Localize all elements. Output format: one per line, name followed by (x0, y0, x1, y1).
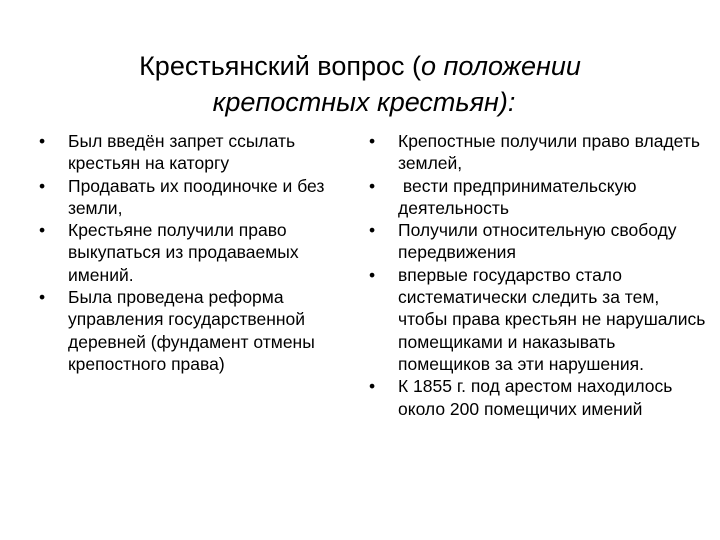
bullet-icon: • (39, 287, 46, 308)
title-plain-part: Крестьянский вопрос ( (139, 51, 421, 82)
list-item-text: Была проведена реформа управления государственной деревней (фундамент отмены крепостного права) (68, 287, 315, 374)
left-bullet-list (38, 130, 356, 375)
bullet-icon: • (369, 376, 376, 397)
title-italic-part-2: крепостных крестьян): (212, 87, 516, 118)
list-item (38, 175, 356, 220)
list-item-text: Крестьяне получили право выкупаться из продаваемых имений. (68, 220, 299, 285)
list-item-text: К 1855 г. под арестом находилось около 200 помещичих имений (398, 376, 673, 419)
bullet-icon: • (369, 264, 376, 285)
list-item (368, 264, 708, 375)
right-bullet-list (368, 130, 708, 420)
title-italic-part-1: о положении (420, 51, 581, 82)
slide-title (0, 48, 720, 120)
bullet-icon: • (39, 131, 46, 151)
bullet-icon: • (39, 220, 46, 241)
bullet-icon: • (39, 175, 46, 196)
list-item (38, 286, 356, 375)
list-item (368, 175, 708, 220)
list-item (368, 375, 708, 420)
title-line-2 (0, 84, 720, 120)
list-item-text: Продавать их поодиночке и без земли, (68, 175, 325, 218)
list-item (368, 219, 708, 264)
list-item-text: Был введён запрет ссылать крестьян на каторгу (68, 131, 296, 174)
list-item-text: вести предпринимательскую деятельность (398, 175, 642, 218)
bullet-icon: • (369, 220, 376, 241)
bullet-icon: • (369, 175, 376, 196)
list-item-text: впервые государство стало систематически следить за тем, чтобы права крестьян не нарушались помещиками и наказывать помещиков за эти нарушения. (398, 264, 706, 374)
list-item (368, 130, 708, 175)
list-item (38, 130, 356, 175)
list-item (38, 219, 356, 286)
list-item-text: Получили относительную свободу передвижения (398, 220, 677, 263)
list-item-text: Крепостные получили право владеть землей, (398, 131, 700, 174)
bullet-icon: • (369, 131, 376, 151)
title-line-1 (0, 48, 720, 84)
